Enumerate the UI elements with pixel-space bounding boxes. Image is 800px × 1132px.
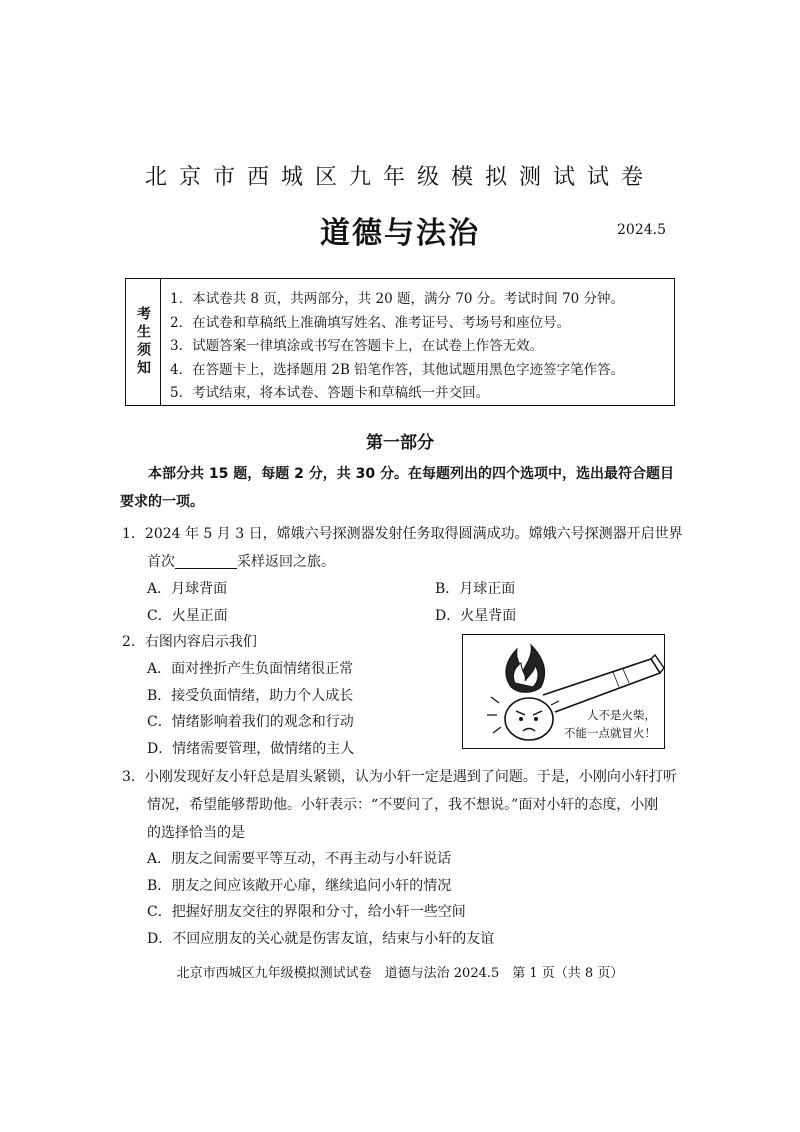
notice-label-cell	[126, 279, 161, 405]
match-cartoon-figure	[462, 634, 665, 749]
notice-item: 4．在答题卡上，选择题用 2B 铅笔作答，其他试题用黑色字迹签字笔作答。	[170, 361, 625, 378]
q3-option-d: D．不回应朋友的关心就是伤害友谊，结束与小轩的友谊	[147, 931, 495, 947]
q2-stem: 2．右图内容启示我们	[122, 634, 257, 650]
notice-item: 2．在试卷和草稿纸上准确填写姓名、准考证号、考场号和座位号。	[170, 314, 571, 331]
q1-stem-line1: 1．2024 年 5 月 3 日，嫦娥六号探测器发射任务取得圆满成功。嫦娥六号探测器开启世界	[122, 526, 683, 542]
q2-option-a: A．面对挫折产生负面情绪很正常	[147, 661, 354, 677]
subject-title: 道德与法治	[320, 216, 480, 251]
notice-label: 考生须知	[135, 306, 151, 378]
q3-option-b: B．朋友之间应该敞开心扉，继续追问小轩的情况	[147, 878, 452, 894]
notice-item: 5．考试结束，将本试卷、答题卡和草稿纸一并交回。	[170, 385, 490, 401]
q1-option-d: D．火星背面	[435, 608, 517, 624]
notice-item: 3．试题答案一律填涂或书写在答题卡上，在试卷上作答无效。	[170, 338, 544, 354]
q1-stem-line2	[147, 548, 335, 576]
q2-option-d: D．情绪需要管理，做情绪的主人	[147, 741, 355, 757]
q1-option-a: A．月球背面	[147, 581, 228, 597]
notice-item: 1．本试卷共 8 页，共两部分，共 20 题，满分 70 分。考试时间 70 分钟。	[170, 291, 625, 307]
q1-option-b: B．月球正面	[435, 581, 516, 597]
figure-caption-line1: 人不是火柴，	[587, 708, 656, 722]
q2-option-b: B．接受负面情绪，助力个人成长	[147, 688, 354, 704]
notice-box	[125, 278, 675, 406]
q3-option-c: C．把握好朋友交往的界限和分寸，给小轩一些空间	[147, 904, 466, 920]
q3-stem-line1: 3．小刚发现好友小轩总是眉头紧锁，认为小轩一定是遇到了问题。于是，小刚向小轩打听	[122, 769, 677, 785]
q1-blank	[175, 552, 237, 569]
page-footer: 北京市西城区九年级模拟测试试卷 道德与法治 2024.5 第 1 页（共 8 页）	[176, 966, 624, 981]
exam-title: 北京市西城区九年级模拟测试试卷	[144, 165, 655, 190]
q3-option-a: A．朋友之间需要平等互动，不再主动与小轩说话	[147, 851, 452, 867]
q1-text-after: 采样返回之旅。	[237, 554, 335, 570]
q2-option-c: C．情绪影响着我们的观念和行动	[147, 714, 354, 730]
q1-text-before: 首次	[147, 554, 175, 570]
section-title: 第一部分	[366, 433, 434, 453]
section-intro: 本部分共 15 题，每题 2 分，共 30 分。在每题列出的四个选项中，选出最符合题目要求的一项。	[120, 466, 674, 510]
q1-option-c: C．火星正面	[147, 608, 228, 624]
figure-caption-line2: 不能一点就冒火！	[564, 726, 656, 740]
notice-items	[170, 288, 670, 406]
q3-stem-line3: 的选择恰当的是	[147, 825, 245, 841]
exam-date: 2024.5	[617, 222, 666, 238]
q3-stem-line2: 情况，希望能够帮助他。小轩表示：“不要问了，我不想说。”面对小轩的态度，小刚	[147, 797, 659, 813]
